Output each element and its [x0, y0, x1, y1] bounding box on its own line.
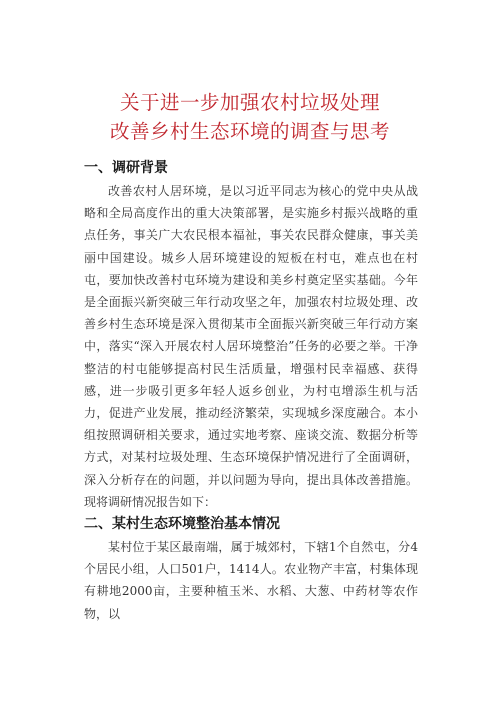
section-paragraph-background: 改善农村人居环境，是以习近平同志为核心的党中央从战略和全局高度作出的重大决策部署，是实施乡村振兴战略的重点任务，事关广大农民根本福祉，事关农民群众健康，事关美丽中国建设。城乡人居环境建设的短板在村屯，难点也在村屯，要加快改善村屯环境为建设和美乡村奠定坚实基础。今年是全面振兴新突破三年行动攻坚之年，加强农村垃圾处理、改善乡村生态环境是深入贯彻某市全面振兴新突破三年行动方案中，落实“深入开展农村人居环境整治”任务的必要之举。干净整洁的村屯能够提高村民生活质量，增强村民幸福感、获得感，进一步吸引更多年轻人返乡创业，为村屯增添生机与活力，促进产业发展，推动经济繁荣，实现城乡深度融合。本小组按照调研相关要求，通过实地考察、座谈交流、数据分析等方式，对某村垃圾处理、生态环境保护情况进行了全面调研，深入分析存在的问题，并以问题为导向，提出具体改善措施。现将调研情况报告如下： — [84, 184, 418, 509]
document-title-line-1: 关于进一步加强农村垃圾处理 — [119, 91, 380, 114]
section-heading-background: 一、调研背景 — [84, 160, 168, 176]
section-paragraph-basic-situation: 某村位于某区最南端，属于城郊村，下辖1个自然屯，分4个居民小组，人口501户，1414人。农业物产丰富，村集体现有耕地2000亩，主要种植玉米、水稻、大葱、中药材等农作物，以 — [84, 540, 418, 621]
document-title-line-2: 改善乡村生态环境的调查与思考 — [109, 120, 390, 143]
section-heading-basic-situation: 二、某村生态环境整治基本情况 — [84, 516, 280, 532]
